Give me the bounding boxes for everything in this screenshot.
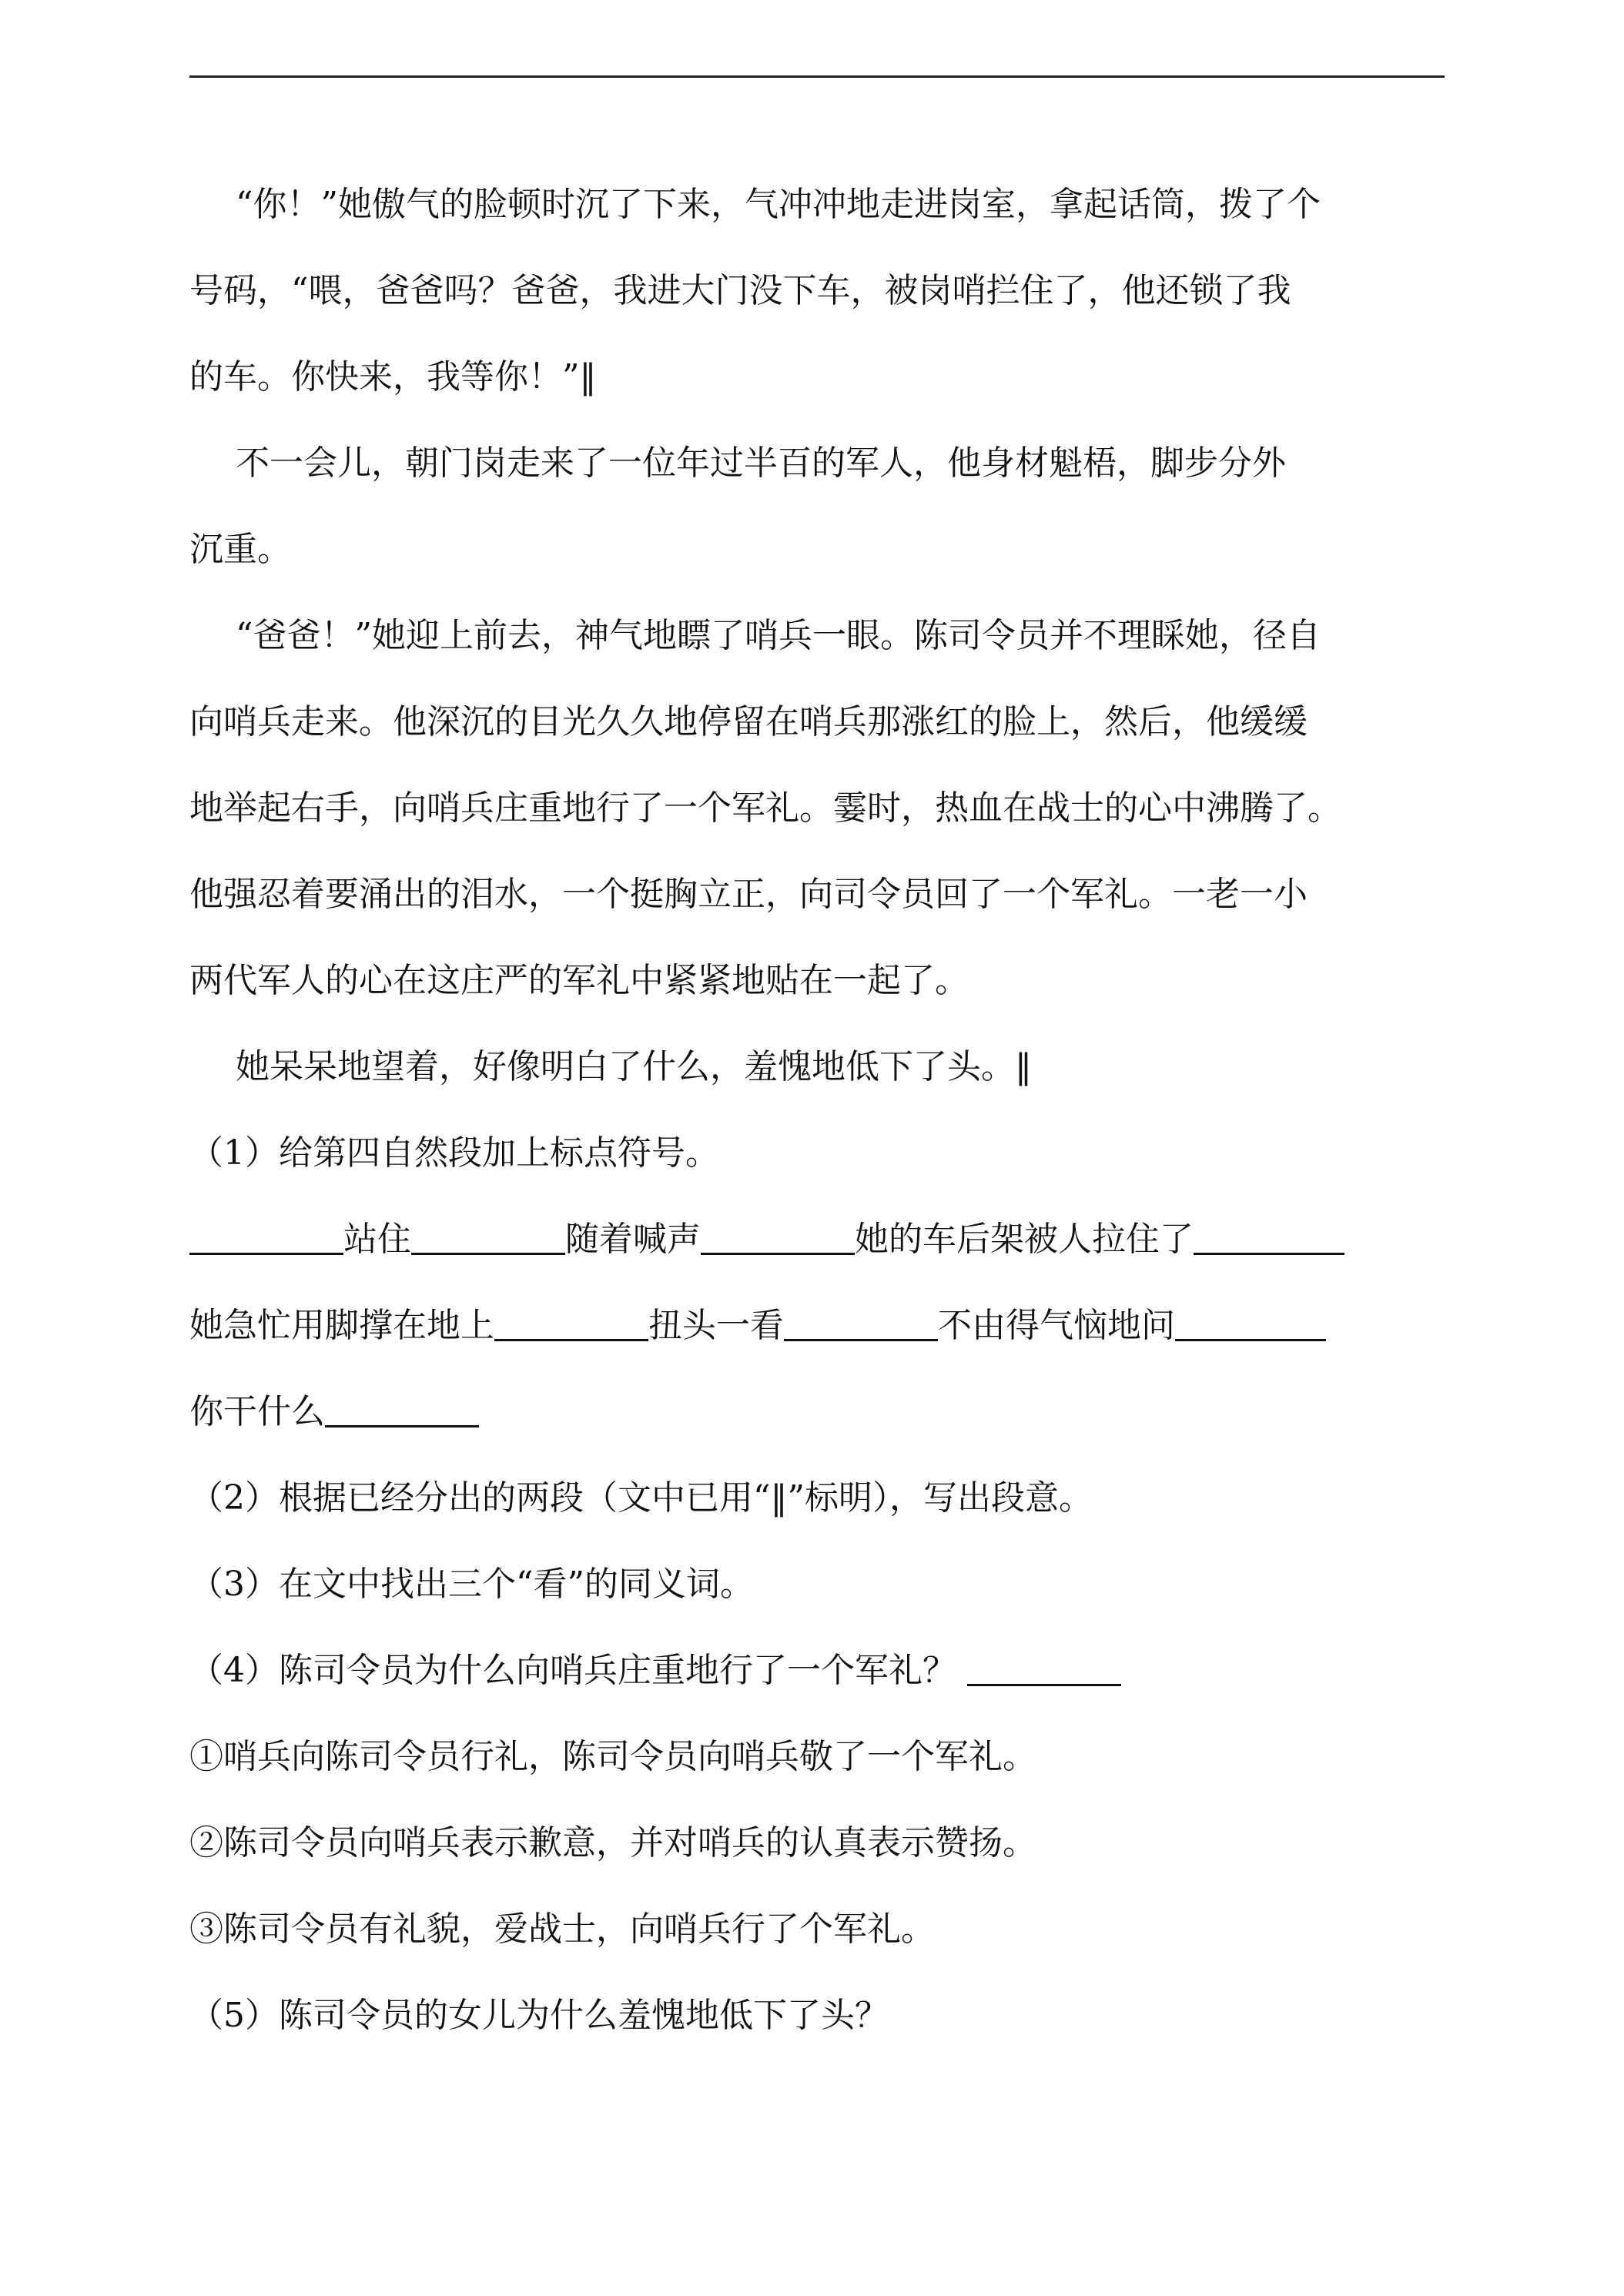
answer-blank[interactable] bbox=[1175, 1305, 1326, 1341]
option-3[interactable]: ③陈司令员有礼貌，爱战士，向哨兵行了个军礼。 bbox=[189, 1909, 935, 1949]
header-rule bbox=[189, 75, 1445, 78]
text-line: 不一会儿，朝门岗走来了一位年过半百的军人，他身材魁梧，脚步分外 bbox=[236, 443, 1286, 483]
question-1 bbox=[189, 1110, 1452, 1197]
answer-blank[interactable] bbox=[189, 1219, 343, 1255]
passage-paragraph-2 bbox=[189, 420, 1452, 593]
fill-text: 站住 bbox=[343, 1220, 411, 1259]
fill-text: 随着喊声 bbox=[565, 1220, 701, 1259]
text-line: 沉重。 bbox=[189, 530, 291, 569]
answer-blank[interactable] bbox=[701, 1219, 855, 1255]
fill-line-3 bbox=[189, 1369, 1452, 1455]
question-5 bbox=[189, 1973, 1452, 2059]
question-text: （4）陈司令员为什么向哨兵庄重地行了一个军礼？ bbox=[189, 1651, 956, 1690]
passage-paragraph-3 bbox=[189, 593, 1452, 1024]
fill-text: 不由得气恼地问 bbox=[938, 1306, 1175, 1345]
answer-blank[interactable] bbox=[967, 1650, 1121, 1686]
option-1[interactable]: ①哨兵向陈司令员行礼，陈司令员向哨兵敬了一个军礼。 bbox=[189, 1737, 1036, 1776]
text-line: 地举起右手，向哨兵庄重地行了一个军礼。霎时，热血在战士的心中沸腾了。 bbox=[189, 788, 1341, 828]
answer-blank[interactable] bbox=[325, 1391, 479, 1427]
question-4 bbox=[189, 1628, 1452, 1973]
text-line: 她呆呆地望着，好像明白了什么，羞愧地低下了头。‖ bbox=[236, 1047, 1032, 1086]
fill-line-1 bbox=[189, 1197, 1452, 1283]
text-line: “爸爸！”她迎上前去，神气地瞟了哨兵一眼。陈司令员并不理睬她，径自 bbox=[236, 616, 1321, 655]
fill-text: 你干什么 bbox=[189, 1392, 325, 1431]
text-line: 两代军人的心在这庄严的军礼中紧紧地贴在一起了。 bbox=[189, 961, 969, 1000]
question-text: （3）在文中找出三个“看”的同义词。 bbox=[189, 1565, 754, 1604]
question-1-fill-in bbox=[189, 1197, 1452, 1455]
question-4-line bbox=[189, 1628, 1452, 1714]
document-body bbox=[189, 162, 1452, 2059]
question-text: （5）陈司令员的女儿为什么羞愧地低下了头？ bbox=[189, 1996, 889, 2035]
text-line: 的车。你快来，我等你！”‖ bbox=[189, 357, 597, 397]
answer-blank[interactable] bbox=[494, 1305, 648, 1341]
question-3 bbox=[189, 1541, 1452, 1628]
text-line: 向哨兵走来。他深沉的目光久久地停留在哨兵那涨红的脸上，然后，他缓缓 bbox=[189, 702, 1308, 741]
fill-text: 她急忙用脚撑在地上 bbox=[189, 1306, 494, 1345]
text-line: 号码，“喂，爸爸吗？爸爸，我进大门没下车，被岗哨拦住了，他还锁了我 bbox=[189, 271, 1291, 310]
question-2 bbox=[189, 1455, 1452, 1541]
text-line: “你！”她傲气的脸顿时沉了下来，气冲冲地走进岗室，拿起话筒，拨了个 bbox=[236, 185, 1321, 224]
passage-paragraph-1 bbox=[189, 162, 1452, 420]
answer-blank[interactable] bbox=[1194, 1219, 1344, 1255]
fill-text: 扭头一看 bbox=[648, 1306, 784, 1345]
answer-blank[interactable] bbox=[784, 1305, 938, 1341]
question-text: （2）根据已经分出的两段（文中已用“‖”标明），写出段意。 bbox=[189, 1478, 1093, 1518]
passage-paragraph-4 bbox=[189, 1024, 1452, 1110]
fill-text: 她的车后架被人拉住了 bbox=[855, 1220, 1194, 1259]
fill-line-2 bbox=[189, 1283, 1452, 1369]
question-text: （1）给第四自然段加上标点符号。 bbox=[189, 1133, 719, 1173]
text-line: 他强忍着要涌出的泪水，一个挺胸立正，向司令员回了一个军礼。一老一小 bbox=[189, 875, 1308, 914]
answer-blank[interactable] bbox=[411, 1219, 565, 1255]
option-2[interactable]: ②陈司令员向哨兵表示歉意，并对哨兵的认真表示赞扬。 bbox=[189, 1823, 1036, 1863]
